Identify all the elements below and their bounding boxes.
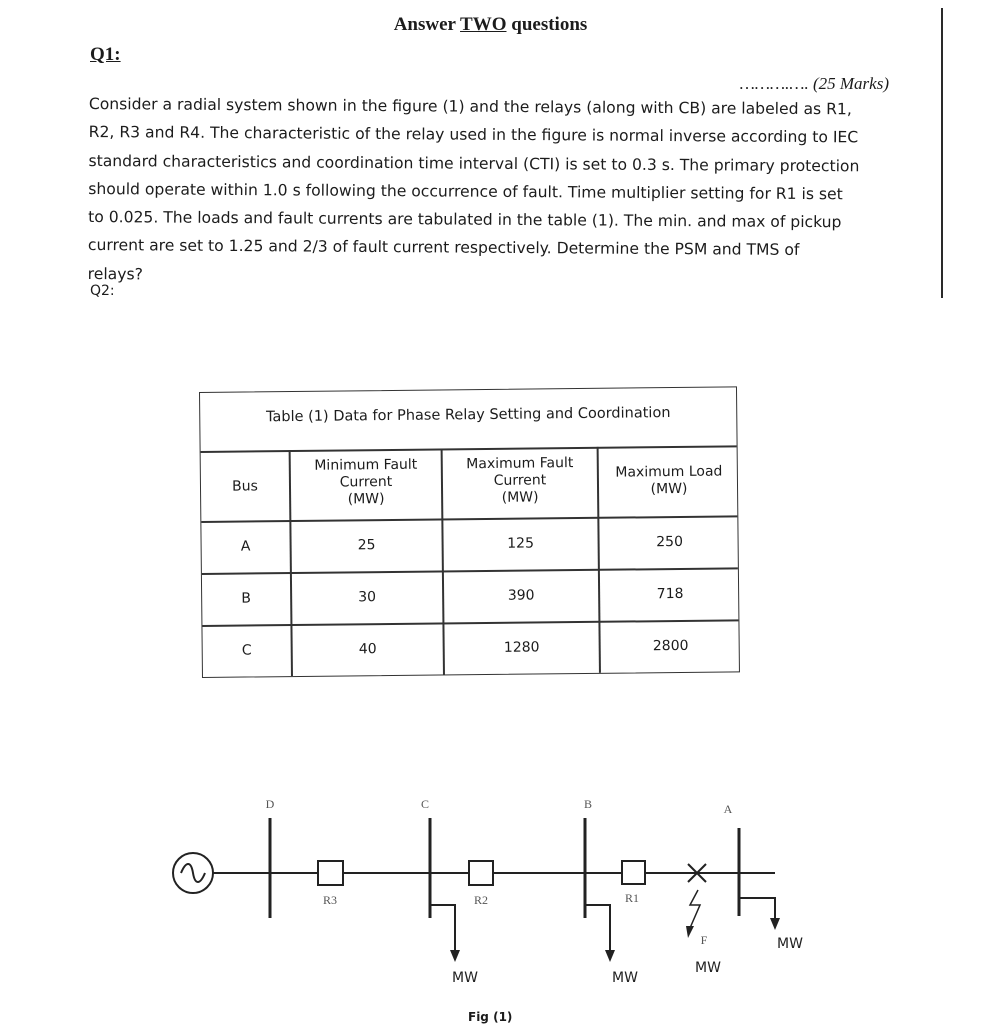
header-min-fault (291, 456, 442, 509)
question-marks: ……….…. (25 Marks) (739, 74, 889, 93)
table-divider (201, 445, 737, 452)
bus-label-a: A (723, 802, 733, 816)
table-cell: A (240, 538, 251, 555)
header-bus: Bus (232, 478, 258, 495)
table-cell: 125 (507, 535, 535, 552)
data-table (199, 386, 740, 678)
load-arrow-icon (450, 950, 460, 962)
relay-label-r3: R3 (322, 893, 338, 907)
problem-line: to 0.025. The loads and fault currents are tabulated in the table (1). The min. and max of pickup (88, 208, 842, 232)
header-text: Minimum Fault (314, 456, 418, 474)
bus-label-b: B (583, 797, 593, 811)
table-cell: 718 (656, 585, 684, 603)
circuit-breaker-r1-icon (622, 861, 645, 884)
load-arrow-icon (605, 950, 615, 962)
load-arrow-icon (770, 918, 780, 930)
header-text: (MW) (650, 480, 688, 498)
header-text: (MW) (347, 491, 385, 508)
load-feeder-a (739, 898, 775, 918)
table-divider (202, 619, 738, 626)
header-max-load (599, 463, 739, 498)
bus-label-d: D (265, 797, 275, 811)
header-text: Maximum Load (615, 463, 723, 481)
problem-line: Consider a radial system shown in the figure (1) and the relays (along with CB) are labeled as R1, (88, 94, 852, 119)
load-feeder-b (585, 905, 610, 950)
load-label-c: MW (452, 970, 478, 986)
figure-caption: Fig (1) (468, 1010, 513, 1024)
problem-line: should operate within 1.0 s following the occurrence of fault. Time multiplier setting for R1 is set (88, 179, 843, 204)
header-text: Current (339, 473, 393, 491)
ac-source-wave-icon (181, 864, 205, 882)
problem-line: standard characteristics and coordination time interval (CTI) is set to 0.3 s. The primary protection (88, 151, 860, 175)
load-label-b: MW (612, 970, 638, 986)
problem-statement (88, 90, 892, 294)
table-cell: 390 (507, 587, 535, 604)
relay-label-r2: R2 (473, 893, 489, 907)
instruction-text-end: questions (506, 14, 588, 35)
circuit-breaker-r3-icon (318, 861, 343, 885)
exam-instruction (0, 14, 981, 36)
table-cell: B (241, 590, 252, 607)
bus-label-c: C (420, 797, 430, 811)
header-text: Maximum Fault (466, 455, 574, 473)
instruction-text-start: Answer (393, 14, 461, 35)
table-divider (202, 567, 738, 574)
radial-system-diagram (0, 780, 981, 1010)
load-feeder-c (430, 905, 455, 950)
circuit-breaker-r2-icon (469, 861, 493, 885)
table-caption: Table (1) Data for Phase Relay Setting and Coordination (265, 405, 671, 426)
table-divider (201, 515, 737, 522)
table-cell: C (241, 642, 252, 659)
fault-arrow-icon (686, 926, 694, 938)
question-label: Q1: (90, 44, 121, 65)
load-label-fault: MW (695, 960, 721, 976)
table-cell: 40 (358, 641, 377, 658)
load-label-a: MW (777, 936, 803, 952)
table-cell: 2800 (652, 637, 689, 655)
header-max-fault (443, 455, 598, 508)
page-border-line (941, 8, 943, 298)
header-text: Current (493, 472, 547, 489)
table-cell: 250 (656, 533, 684, 551)
problem-line: current are set to 1.25 and 2/3 of fault current respectively. Determine the PSM and TMS of (87, 236, 800, 260)
table-cell: 1280 (503, 639, 540, 656)
header-text: (MW) (501, 489, 539, 506)
relay-label-r1: R1 (624, 891, 640, 905)
problem-line: R2, R3 and R4. The characteristic of the relay used in the figure is normal inverse according to IEC (88, 123, 859, 147)
fault-lightning-icon (690, 890, 700, 928)
table-cell: 30 (358, 589, 377, 606)
instruction-text-emphasis: TWO (460, 14, 507, 35)
next-question-label-cut: Q2: (90, 283, 115, 299)
table-cell: 25 (357, 537, 376, 554)
fault-label: F (700, 933, 708, 947)
problem-line: relays? (87, 264, 143, 284)
